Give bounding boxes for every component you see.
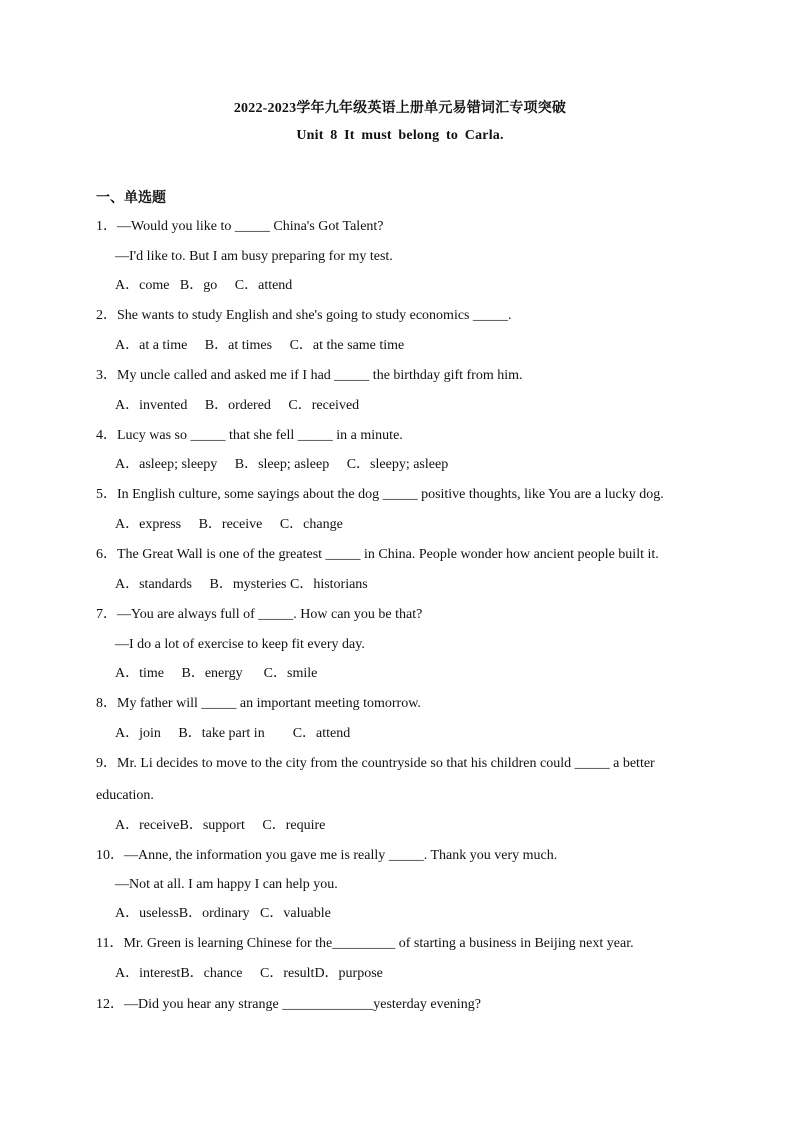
- question-6-options: A．standards B．mysteries C．historians: [115, 577, 368, 592]
- question-11: 11．Mr. Green is learning Chinese for the_________ of starting a business in Beijing next year.: [96, 936, 634, 951]
- question-2-options: A．at a time B．at times C．at the same time: [115, 338, 405, 353]
- question-2: 2．She wants to study English and she's going to study economics _____.: [96, 308, 512, 323]
- question-12: 12．—Did you hear any strange _____________yesterday evening?: [96, 997, 481, 1012]
- question-10-options: A．uselessB．ordinary C．valuable: [115, 906, 331, 921]
- section-heading: 一、单选题: [96, 191, 166, 206]
- question-7-options: A．time B．energy C．smile: [115, 666, 318, 681]
- question-4: 4．Lucy was so _____ that she fell _____ in a minute.: [96, 428, 403, 443]
- question-10: 10．—Anne, the information you gave me is really _____. Thank you very much.: [96, 848, 558, 863]
- question-10-reply: —Not at all. I am happy I can help you.: [115, 877, 338, 892]
- question-7: 7．—You are always full of _____. How can you be that?: [96, 607, 423, 622]
- question-3-options: A．invented B．ordered C．received: [115, 398, 360, 413]
- question-7-reply: —I do a lot of exercise to keep fit every day.: [115, 637, 365, 652]
- question-9-continued: education.: [96, 788, 154, 803]
- question-8-options: A．join B．take part in C．attend: [115, 726, 351, 741]
- question-5: 5．In English culture, some sayings about the dog _____ positive thoughts, like You are a lucky dog.: [96, 487, 664, 502]
- worksheet-title: 2022-2023学年九年级英语上册单元易错词汇专项突破: [233, 101, 567, 116]
- question-1-options: A．come B．go C．attend: [115, 278, 293, 293]
- question-1-reply: —I'd like to. But I am busy preparing for my test.: [115, 249, 393, 264]
- question-3: 3．My uncle called and asked me if I had _____ the birthday gift from him.: [96, 368, 523, 383]
- question-11-options: A．interestB．chance C．resultD．purpose: [115, 966, 383, 981]
- question-6: 6．The Great Wall is one of the greatest _____ in China. People wonder how ancient people built it.: [96, 547, 659, 562]
- question-5-options: A．express B．receive C．change: [115, 517, 343, 532]
- question-1: 1．—Would you like to _____ China's Got Talent?: [96, 219, 384, 234]
- question-9-options: A．receiveB．support C．require: [115, 818, 326, 833]
- question-8: 8．My father will _____ an important meeting tomorrow.: [96, 696, 421, 711]
- question-4-options: A．asleep; sleepy B．sleep; asleep C．sleepy; asleep: [115, 457, 449, 472]
- question-9: 9．Mr. Li decides to move to the city from the countryside so that his children could _____ a better: [96, 756, 655, 771]
- unit-subtitle: Unit 8 It must belong to Carla.: [296, 128, 504, 143]
